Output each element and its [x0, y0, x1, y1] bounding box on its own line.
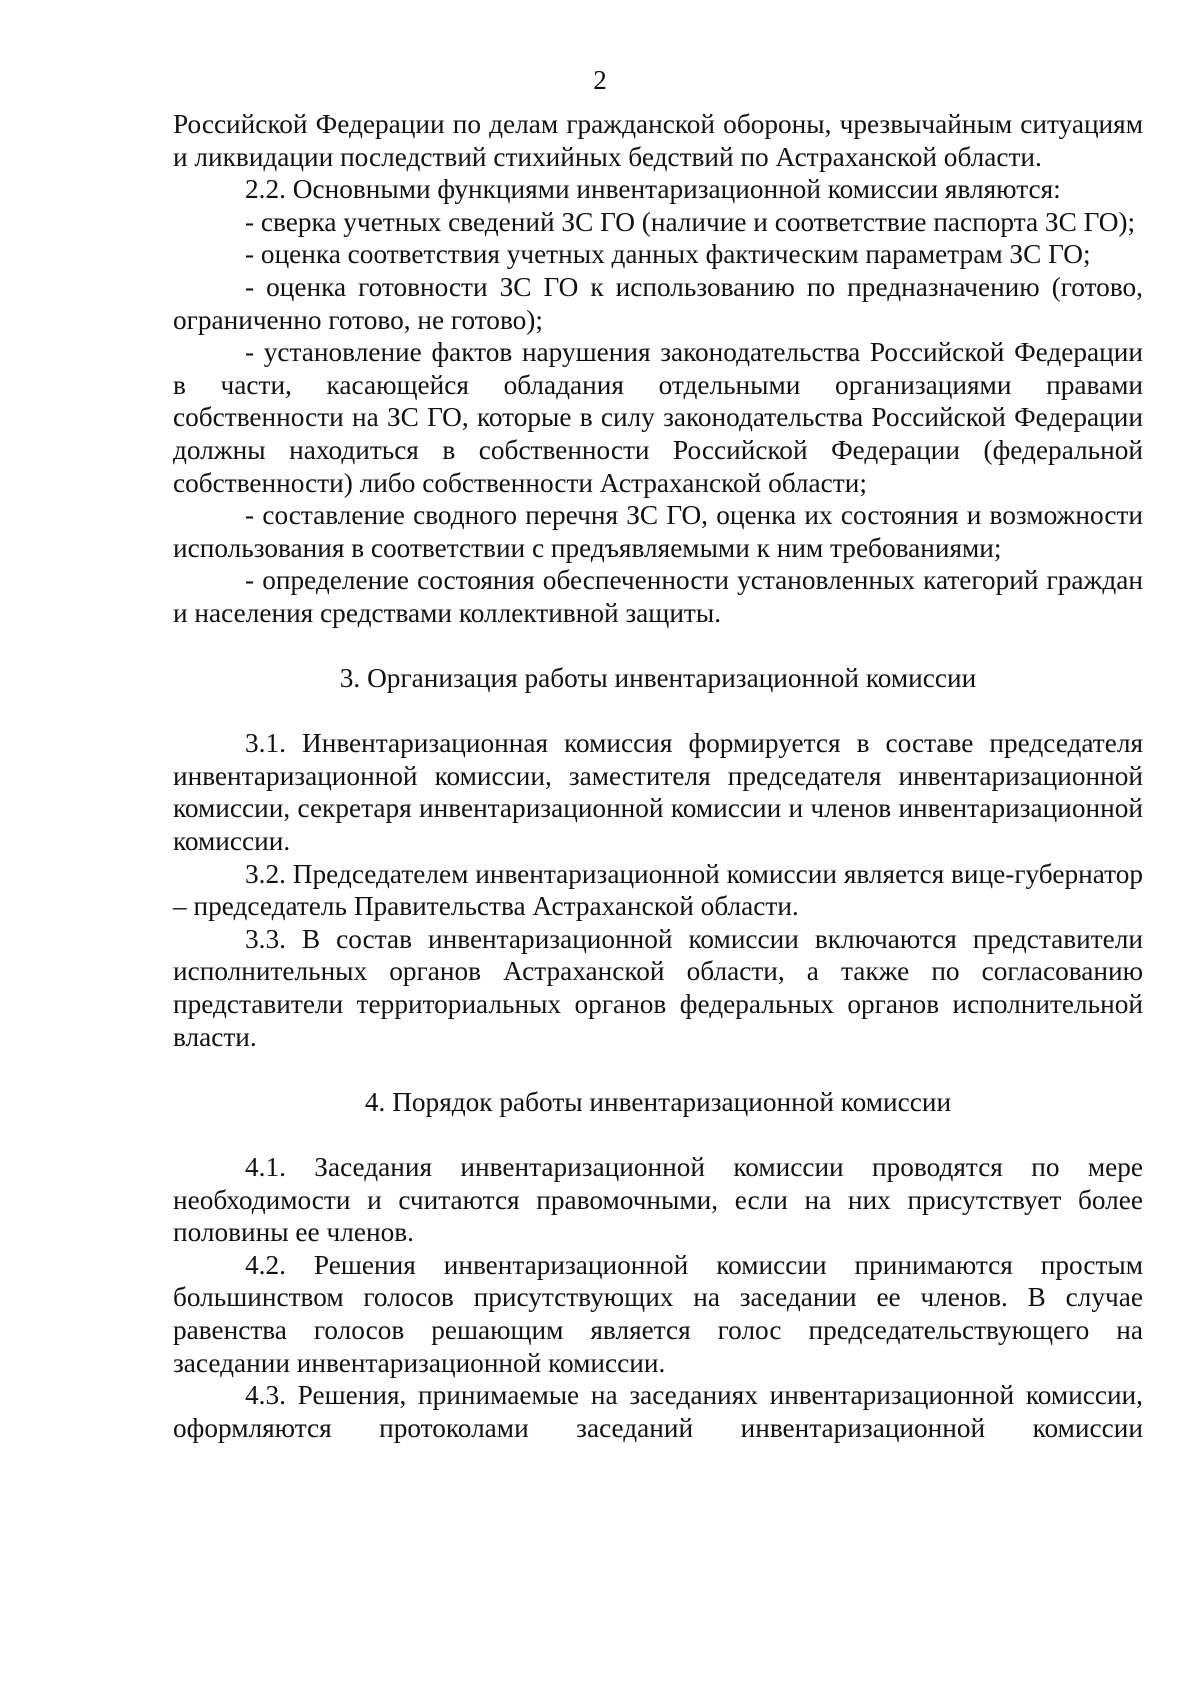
paragraph: Российской Федерации по делам гражданской обороны, чрезвычайным ситуациям и ликвидации последствий стихийных бедствий по Астраханской области. [173, 109, 1143, 172]
blank-line [173, 1053, 1143, 1086]
paragraph: 4.2. Решения инвентаризационной комиссии принимаются простым большинством голосов присутствующих на заседании ее членов. В случае равенства голосов решающим является голос председательствующего на заседании инвентаризационной комиссии. [173, 1249, 1143, 1378]
page-number: 2 [593, 65, 607, 95]
paragraph: - составление сводного перечня ЗС ГО, оценка их состояния и возможности использования в соответствии с предъявляемыми к ним требованиями; [173, 500, 1143, 563]
paragraph: 3.3. В состав инвентаризационной комиссии включаются представители исполнительных органов Астраханской области, а также по согласованию представители территориальных органов федеральных органов исполнительной власти. [173, 923, 1143, 1052]
document-body [173, 108, 1143, 1444]
paragraph: 4.3. Решения, принимаемые на заседаниях инвентаризационной комиссии, оформляются протоколами заседаний инвентаризационной комиссии [173, 1380, 1143, 1443]
paragraph: - установление фактов нарушения законодательства Российской Федерации в части, касающейся обладания отдельными организациями правами собственности на ЗС ГО, которые в силу законодательства Российской Федерации должны находиться в собственности Российской Федерации (федеральной собственности) либо собственности Астраханской области; [173, 337, 1143, 498]
section-heading: 4. Порядок работы инвентаризационной комиссии [364, 1086, 952, 1117]
paragraph: 2.2. Основными функциями инвентаризационной комиссии являются: [245, 174, 1061, 205]
paragraph: - сверка учетных сведений ЗС ГО (наличие и соответствие паспорта ЗС ГО); [245, 206, 1136, 237]
section-heading: 3. Организация работы инвентаризационной комиссии [339, 663, 977, 694]
blank-line [173, 695, 1143, 728]
paragraph: 3.1. Инвентаризационная комиссия формируется в составе председателя инвентаризационной комиссии, заместителя председателя инвентаризационной комиссии, секретаря инвентаризационной комиссии и членов инвентаризационной комиссии. [173, 728, 1143, 857]
paragraph: 3.2. Председателем инвентаризационной комиссии является вице-губернатор – председатель Правительства Астраханской области. [173, 858, 1143, 922]
blank-line [173, 1118, 1143, 1151]
paragraph: - оценка соответствия учетных данных фактическим параметрам ЗС ГО; [245, 239, 1091, 270]
paragraph: - определение состояния обеспеченности установленных категорий граждан и населения средствами коллективной защиты. [173, 565, 1143, 628]
blank-line [173, 630, 1143, 663]
paragraph: - оценка готовности ЗС ГО к использованию по предназначению (готово, ограниченно готово, не готово); [173, 271, 1143, 335]
paragraph: 4.1. Заседания инвентаризационной комиссии проводятся по мере необходимости и считаются правомочными, если на них присутствует более половины ее членов. [173, 1152, 1143, 1248]
